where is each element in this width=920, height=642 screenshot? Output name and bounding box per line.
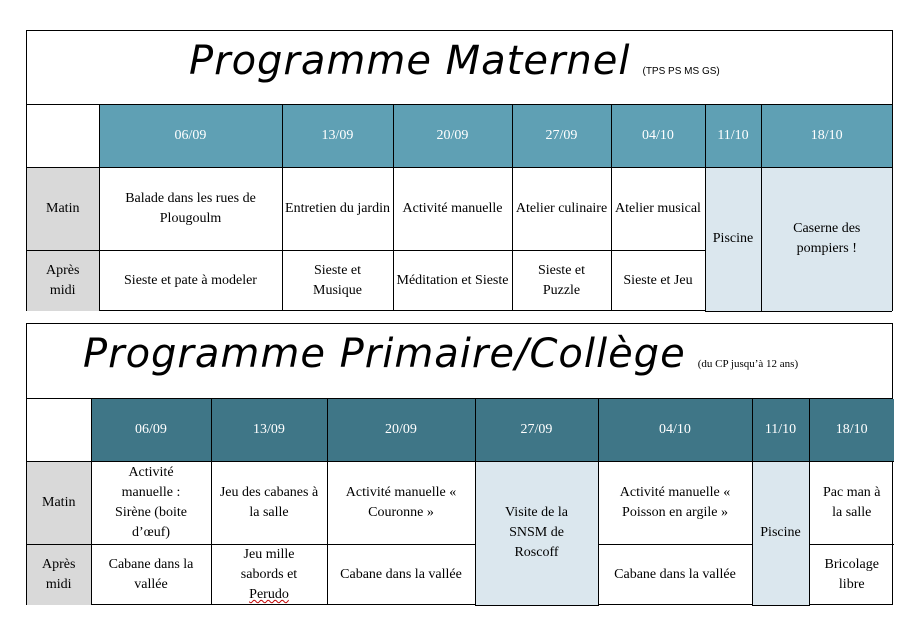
primaire-schedule-table [27,399,894,606]
primaire-title: Programme Primaire/Collège [83,331,686,377]
primaire-subtitle: (du CP jusqu’à 12 ans) [697,358,799,370]
maternel-matin-row [27,167,892,250]
primaire-date-header: 13/09 [211,399,327,461]
primaire-activity-cell: Cabane dans la vallée [598,544,752,605]
maternel-title-band [27,31,892,105]
maternel-program [26,30,893,311]
primaire-date-header: 18/10 [809,399,894,461]
maternel-activity-cell: Atelier culinaire [512,167,611,250]
primaire-activity-cell: Activité manuelle « Couronne » [327,461,475,544]
maternel-date-header: 13/09 [282,105,393,167]
primaire-activity-cell [211,544,327,605]
primaire-date-header: 27/09 [475,399,598,461]
maternel-activity-cell: Atelier musical [611,167,705,250]
maternel-date-header: 11/10 [705,105,761,167]
maternel-activity-cell: Sieste et Musique [282,250,393,311]
primaire-date-header: 11/10 [752,399,809,461]
primaire-activity-cell: Cabane dans la vallée [327,544,475,605]
maternel-activity-cell: Sieste et Jeu [611,250,705,311]
maternel-activity-cell: Sieste et Puzzle [512,250,611,311]
primaire-fullday-cell: Piscine [752,461,809,605]
primaire-program [26,323,893,605]
primaire-activity-cell: Activité manuelle « Poisson en argile » [598,461,752,544]
primaire-matin-label: Matin [27,461,91,544]
primaire-activity-text-spellcheck: Perudo [249,586,289,602]
maternel-date-header: 20/09 [393,105,512,167]
primaire-corner-cell [27,399,91,461]
primaire-activity-cell: Cabane dans la vallée [91,544,211,605]
maternel-activity-cell: Entretien du jardin [282,167,393,250]
maternel-subtitle: (TPS PS MS GS) [642,66,720,77]
maternel-schedule-table [27,105,892,312]
primaire-activity-text: Jeu mille sabords et [240,546,298,582]
primaire-activity-cell: Pac man à la salle [809,461,894,544]
maternel-activity-cell: Méditation et Sieste [393,250,512,311]
primaire-date-header: 04/10 [598,399,752,461]
primaire-activity-cell: Jeu des cabanes à la salle [211,461,327,544]
maternel-activity-cell: Sieste et pate à modeler [99,250,282,311]
primaire-apres-midi-label: Après midi [27,544,91,605]
maternel-title: Programme Maternel [189,38,631,84]
maternel-apres-midi-label: Après midi [27,250,99,311]
primaire-date-header: 06/09 [91,399,211,461]
primaire-matin-row [27,461,894,544]
maternel-activity-cell: Balade dans les rues de Plougoulm [99,167,282,250]
primaire-date-header: 20/09 [327,399,475,461]
maternel-date-header: 18/10 [761,105,892,167]
maternel-activity-cell: Activité manuelle [393,167,512,250]
maternel-date-header: 04/10 [611,105,705,167]
primaire-title-band [27,324,892,399]
maternel-corner-cell [27,105,99,167]
maternel-date-header: 27/09 [512,105,611,167]
maternel-date-row [27,105,892,167]
maternel-date-header: 06/09 [99,105,282,167]
maternel-matin-label: Matin [27,167,99,250]
primaire-date-row [27,399,894,461]
primaire-fullday-cell: Visite de la SNSM de Roscoff [475,461,598,605]
maternel-fullday-cell: Piscine [705,167,761,311]
primaire-activity-cell: Bricolage libre [809,544,894,605]
maternel-fullday-cell: Caserne des pompiers ! [761,167,892,311]
primaire-activity-cell: Activité manuelle : Sirène (boite d’œuf) [91,461,211,544]
